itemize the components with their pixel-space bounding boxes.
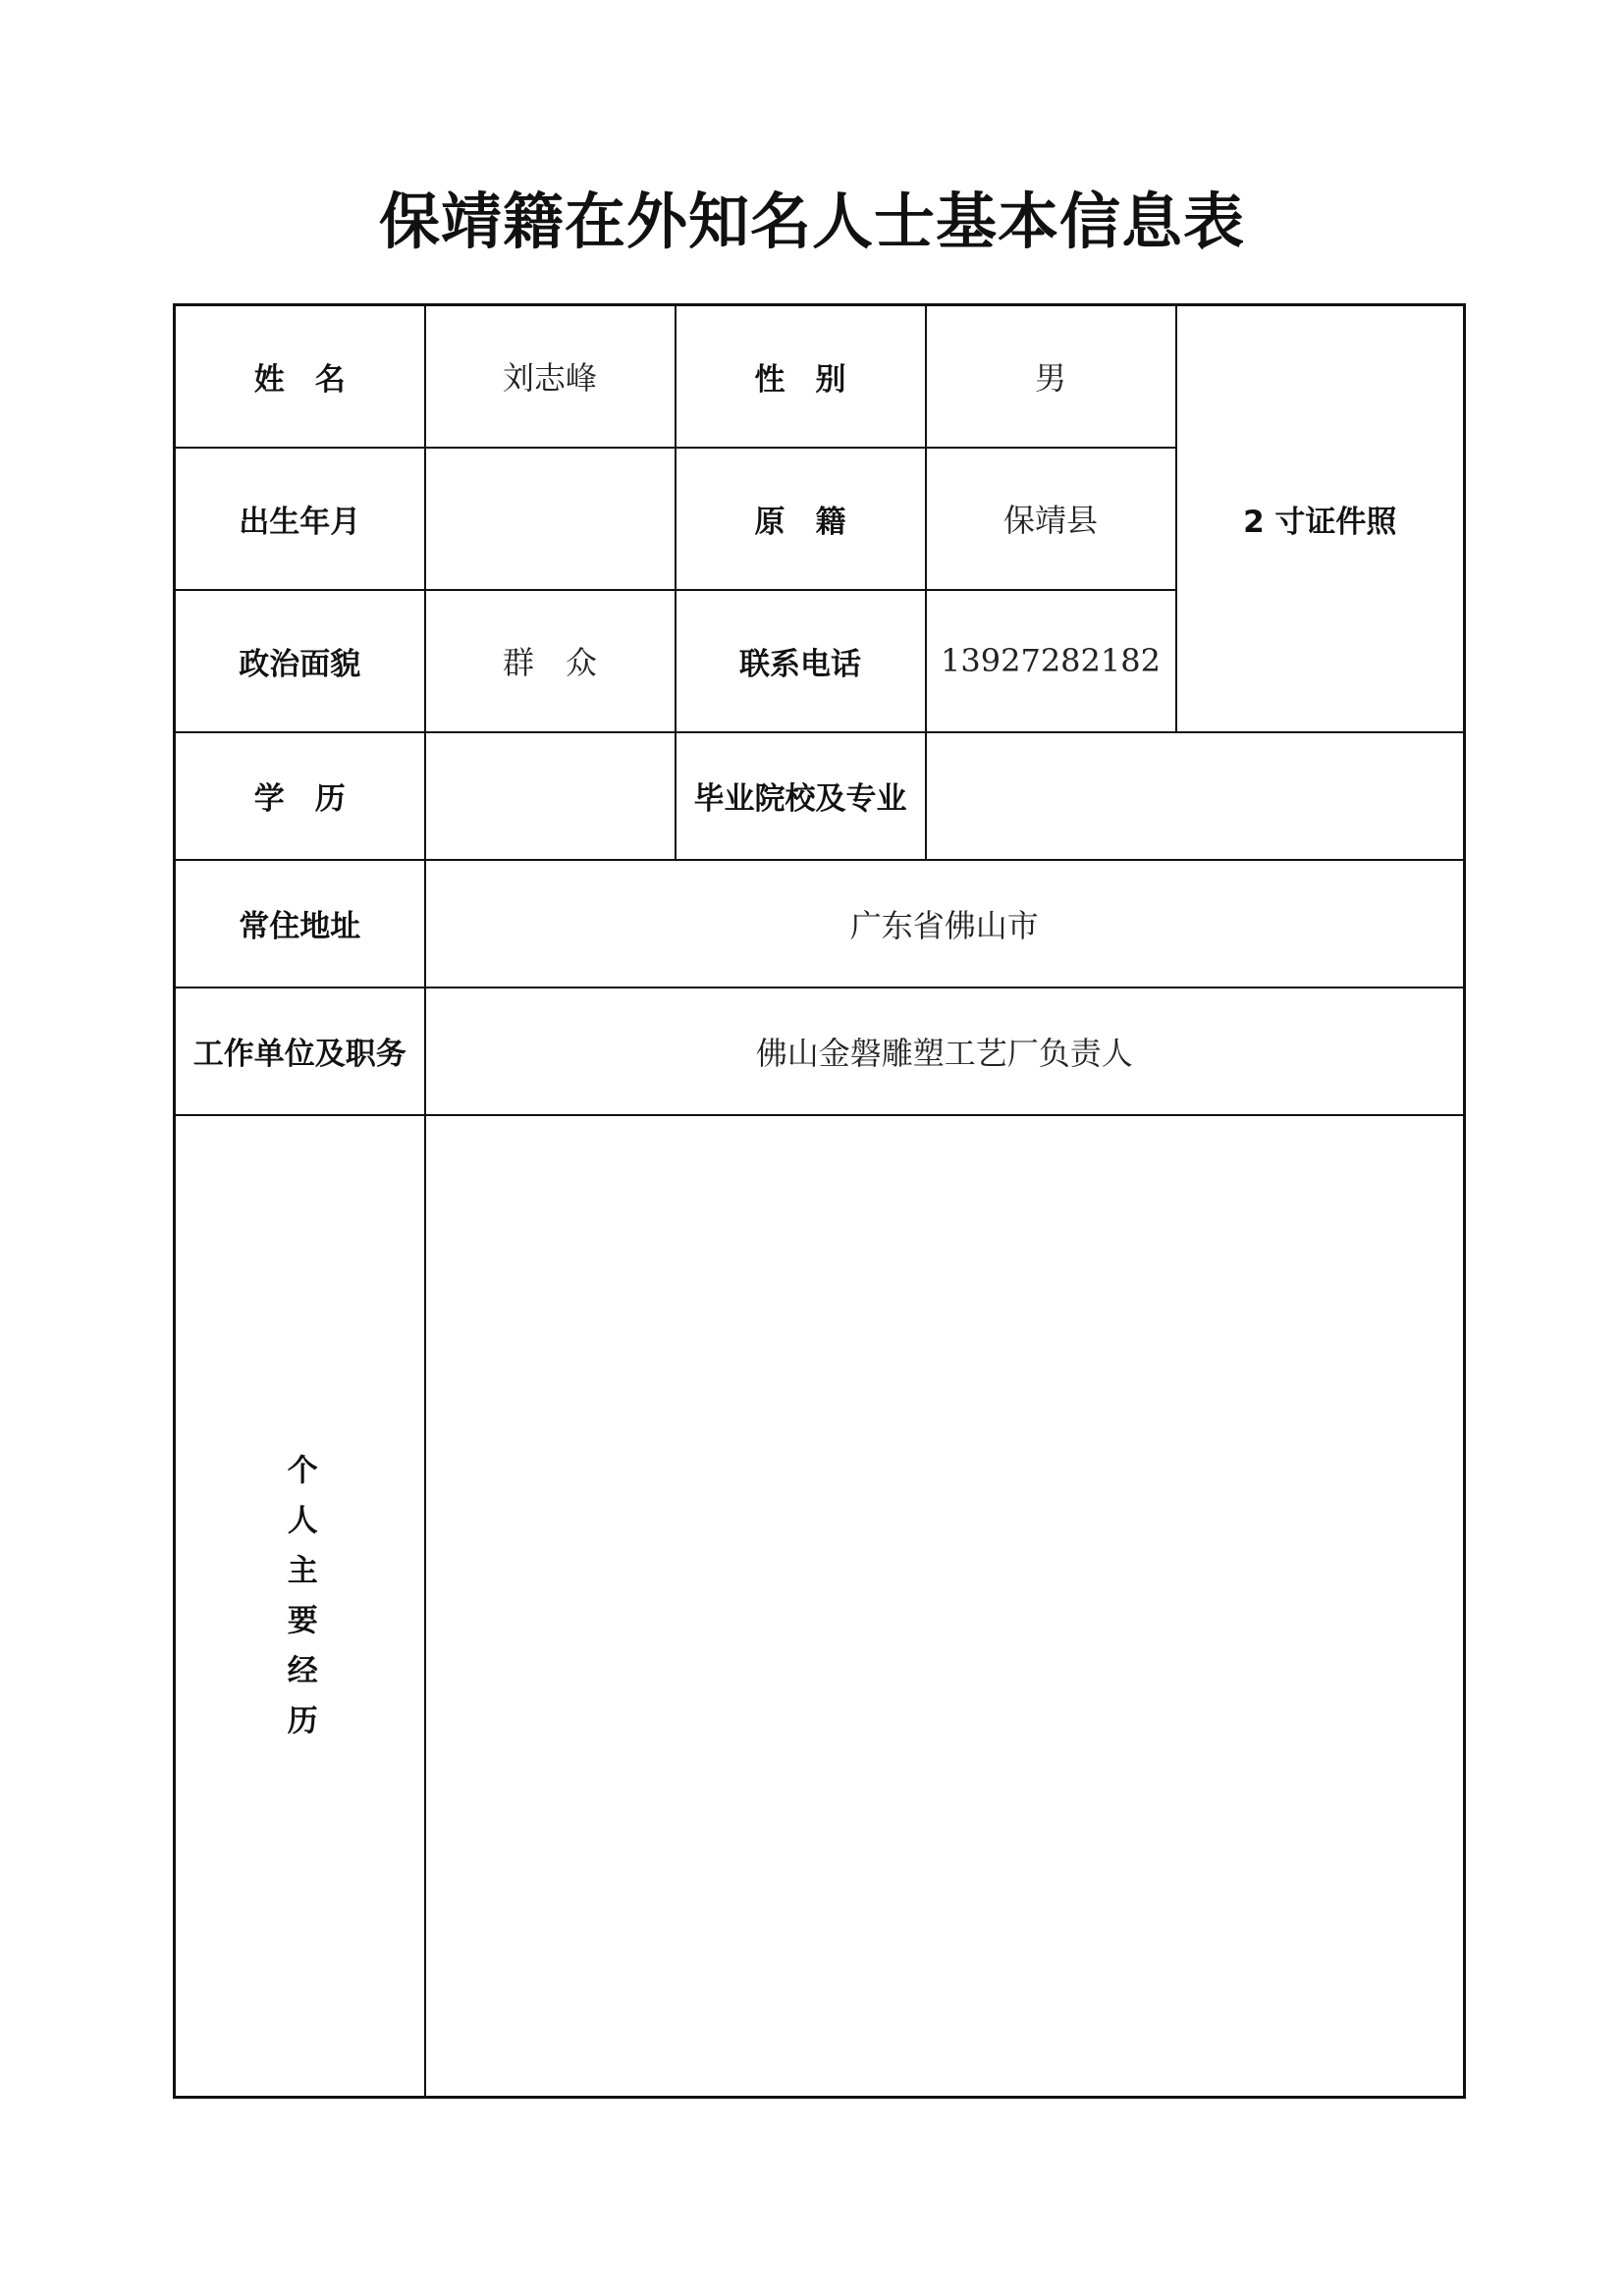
table-row	[175, 1115, 1465, 2098]
table-row	[175, 732, 1465, 860]
origin-value[interactable]: 保靖县	[926, 448, 1176, 590]
birth-label: 出生年月	[175, 448, 425, 590]
table-row	[175, 305, 1465, 448]
page-title: 保靖籍在外知名人士基本信息表	[378, 186, 1245, 257]
address-label: 常住地址	[175, 860, 425, 988]
name-value[interactable]: 刘志峰	[425, 305, 676, 448]
gender-label: 性 别	[676, 305, 926, 448]
experience-label: 个人主要经历	[281, 1453, 317, 1754]
politics-value[interactable]: 群 众	[425, 590, 676, 732]
work-value[interactable]: 佛山金磐雕塑工艺厂负责人	[425, 988, 1465, 1115]
school-value[interactable]	[926, 732, 1465, 860]
gender-value[interactable]: 男	[926, 305, 1176, 448]
politics-label: 政治面貌	[175, 590, 425, 732]
info-form-table	[173, 303, 1466, 2099]
birth-value[interactable]	[425, 448, 676, 590]
phone-value[interactable]: 13927282182	[926, 590, 1176, 732]
experience-label-cell	[175, 1115, 425, 2098]
education-label: 学 历	[175, 732, 425, 860]
address-value[interactable]: 广东省佛山市	[425, 860, 1465, 988]
table-row	[175, 988, 1465, 1115]
table-row	[175, 860, 1465, 988]
school-label: 毕业院校及专业	[676, 732, 926, 860]
photo-placeholder: 2 寸证件照	[1176, 305, 1465, 732]
experience-value[interactable]	[425, 1115, 1465, 2098]
phone-label: 联系电话	[676, 590, 926, 732]
education-value[interactable]	[425, 732, 676, 860]
name-label: 姓 名	[175, 305, 425, 448]
origin-label: 原 籍	[676, 448, 926, 590]
work-label: 工作单位及职务	[175, 988, 425, 1115]
